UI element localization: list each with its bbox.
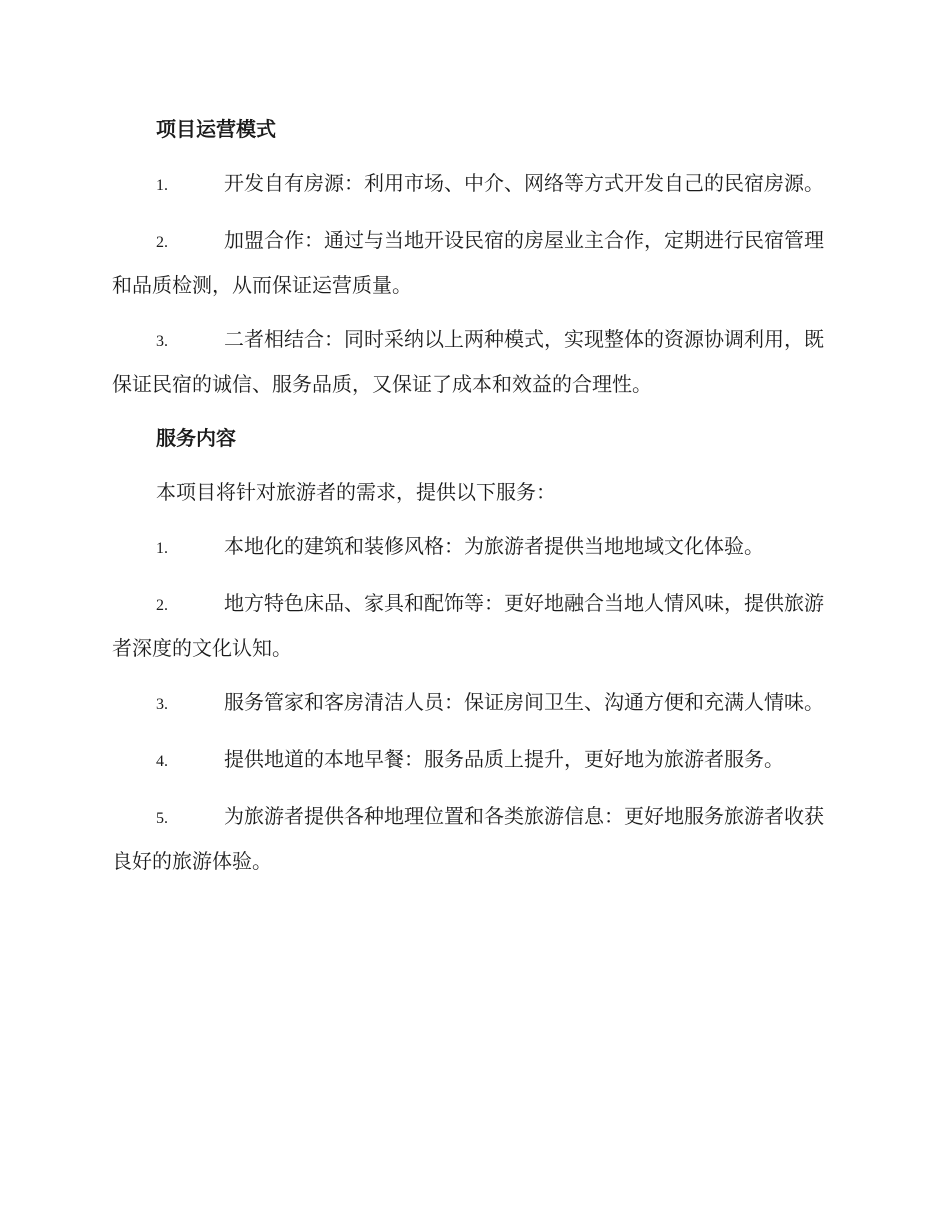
document-content: [112, 108, 834, 894]
list-item-number: 1.: [156, 177, 168, 194]
list-item-text: 服务管家和客房清洁人员：保证房间卫生、沟通方便和充满人情味。: [224, 690, 824, 714]
list-item: [112, 318, 834, 405]
list-item: [112, 219, 834, 306]
list-item: [112, 681, 834, 726]
list-item-number: 5.: [156, 810, 168, 827]
section-heading-operation: 项目运营模式: [156, 117, 276, 141]
list-item-number: 1.: [156, 540, 168, 557]
list-item-text: 为旅游者提供各种地理位置和各类旅游信息：更好地服务旅游者收获良好的旅游体验。: [112, 804, 824, 873]
section-heading-service: 服务内容: [156, 426, 236, 450]
list-item-text: 加盟合作：通过与当地开设民宿的房屋业主合作，定期进行民宿管理和品质检测，从而保证运营质量。: [112, 228, 824, 297]
list-item-text: 二者相结合：同时采纳以上两种模式，实现整体的资源协调利用，既保证民宿的诚信、服务品质，又保证了成本和效益的合理性。: [112, 327, 824, 396]
list-item: [112, 162, 834, 207]
list-item: [112, 582, 834, 669]
list-item-number: 2.: [156, 234, 168, 251]
list-item-text: 开发自有房源：利用市场、中介、网络等方式开发自己的民宿房源。: [224, 171, 824, 195]
list-item-number: 3.: [156, 333, 168, 350]
list-item-number: 4.: [156, 753, 168, 770]
section-intro: 本项目将针对旅游者的需求，提供以下服务：: [156, 480, 556, 504]
list-item-text: 地方特色床品、家具和配饰等：更好地融合当地人情风味，提供旅游者深度的文化认知。: [112, 591, 824, 660]
list-item: [112, 525, 834, 570]
list-item-text: 本地化的建筑和装修风格：为旅游者提供当地地域文化体验。: [224, 534, 764, 558]
list-item-number: 3.: [156, 696, 168, 713]
list-item: [112, 795, 834, 882]
list-item-number: 2.: [156, 597, 168, 614]
list-item: [112, 738, 834, 783]
list-item-text: 提供地道的本地早餐：服务品质上提升，更好地为旅游者服务。: [224, 747, 784, 771]
